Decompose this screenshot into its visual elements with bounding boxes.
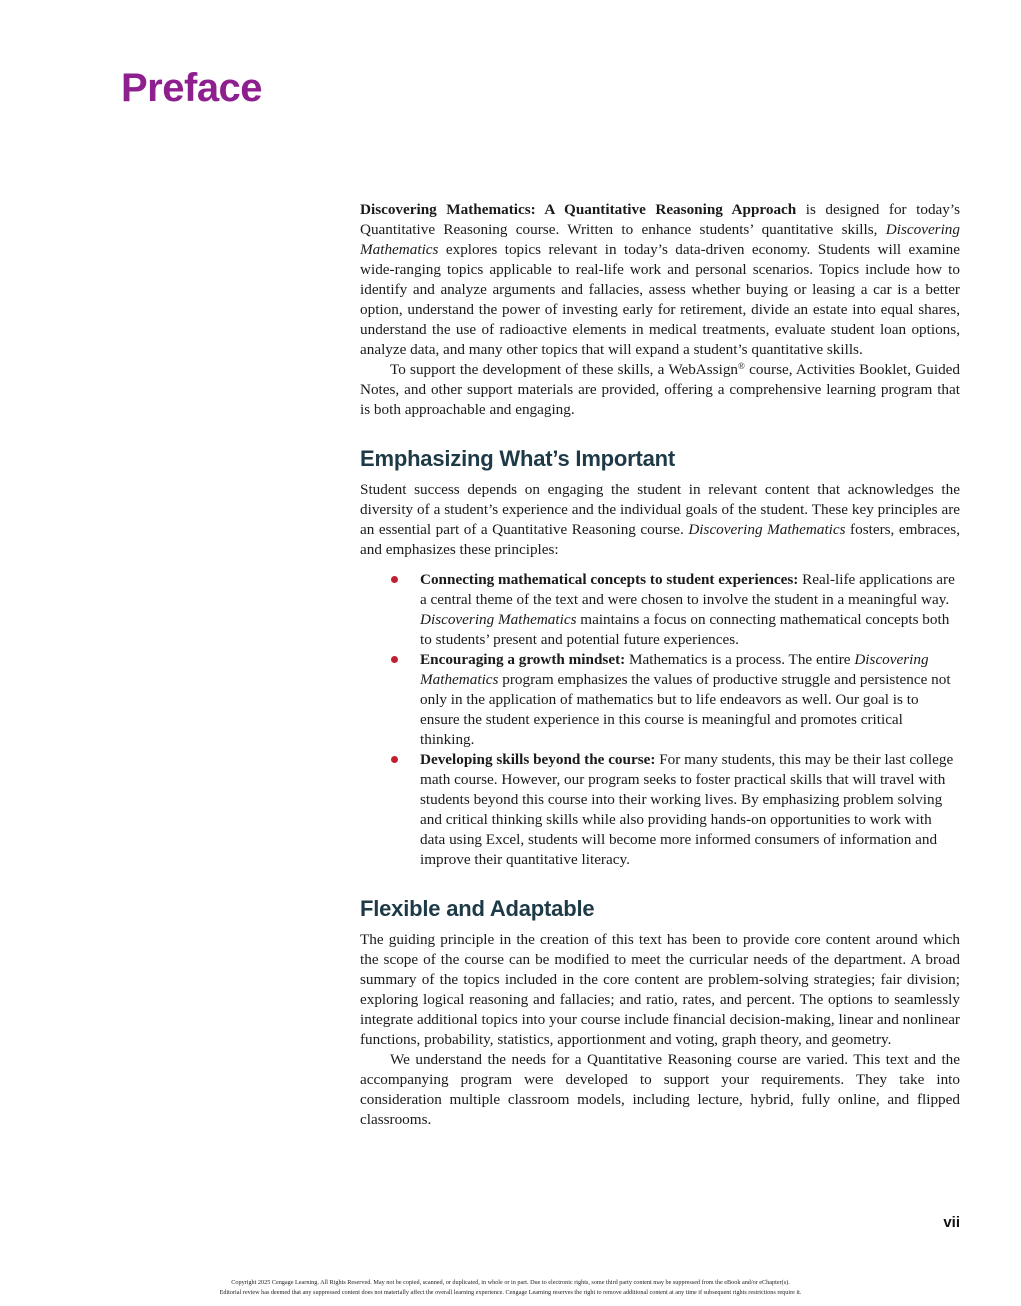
bullet-text-b: program emphasizes the values of productive struggle and persistence not only in the application of mathematics but to life endeavors as well. Our goal is to ensure the student experience in this course is meaningful and promotes critical thinking.	[420, 671, 951, 748]
bullet-lead: Encouraging a growth mindset:	[420, 651, 626, 668]
bullet-italic: Discovering Mathematics	[420, 611, 577, 628]
bullet-dot-icon	[391, 756, 398, 763]
section-heading-emphasizing: Emphasizing What’s Important	[360, 446, 676, 471]
bullet-italic: Discovering Mathematics	[420, 651, 929, 688]
registered-mark: ®	[738, 361, 745, 371]
section1-text-a: Student success depends on engaging the student in relevant content that acknowledges the diversity of a student’s experience and the individual goals of the student. These key principles are an essential part of a Quantitative Reasoning course.	[360, 481, 960, 538]
intro-p2-text-a: To support the development of these skills, a WebAssign	[390, 361, 739, 378]
bullet-text-b: maintains a focus on connecting mathematical concepts both to students’ present and potential future experiences.	[420, 611, 950, 648]
list-item	[360, 570, 960, 650]
section-heading-flexible: Flexible and Adaptable	[360, 896, 595, 921]
page-title: Preface	[121, 66, 263, 110]
book-title-bold: Discovering Mathematics: A Quantitative Reasoning Approach	[360, 201, 797, 218]
section1-text-b: fosters, embraces, and emphasizes these principles:	[360, 521, 960, 558]
bullet-dot-icon	[391, 656, 398, 663]
bullet-dot-icon	[391, 576, 398, 583]
intro-paragraph-2	[360, 360, 960, 420]
bullet-lead: Developing skills beyond the course:	[420, 751, 656, 768]
copyright-line-1: Copyright 2025 Cengage Learning. All Rights Reserved. May not be copied, scanned, or duplicated, in whole or in part. Due to electronic rights, some third party content may be suppressed from the eBook and/or eChapter(s).	[231, 1279, 790, 1286]
book-title-italic: Discovering Mathematics	[360, 221, 960, 258]
copyright-notice	[0, 1278, 1021, 1298]
intro-paragraph-1	[360, 200, 960, 360]
bullet-text-a: Mathematics is a process. The entire	[625, 651, 855, 668]
bullet-text-a: Real-life applications are a central theme of the text and were chosen to involve the student in a meaningful way.	[420, 571, 955, 608]
main-content	[360, 200, 960, 1130]
intro-text-a: is designed for today’s Quantitative Reasoning course. Written to enhance students’ quantitative skills,	[360, 201, 960, 238]
bullet-lead: Connecting mathematical concepts to student experiences:	[420, 571, 799, 588]
principles-list	[360, 570, 960, 870]
section1-paragraph	[360, 480, 960, 560]
section2-paragraph-1: The guiding principle in the creation of this text has been to provide core content around which the scope of the course can be modified to meet the curricular needs of the department. A broad summary of the topics included in the core content are problem-solving strategies; fair division; exploring logical reasoning and fallacies; and ratio, rates, and percent. The options to seamlessly integrate additional topics into your course include financial decision-making, linear and nonlinear functions, probability, statistics, apportionment and voting, graph theory, and geometry.	[360, 931, 960, 1048]
intro-text-b: explores topics relevant in today’s data-driven economy. Students will examine wide-ranging topics applicable to real-life work and personal scenarios. Topics include how to identify and analyze arguments and fallacies, assess whether buying or leasing a car is a better option, understand the power of investing early for retirement, divide an estate into equal shares, understand the use of radioactive elements in medical treatments, evaluate student loan options, analyze data, and many other topics that will expand a student’s quantitative skills.	[360, 241, 960, 358]
page-number: vii	[943, 1214, 960, 1231]
list-item	[360, 650, 960, 750]
intro-p2-text-b: course, Activities Booklet, Guided Notes, and other support materials are provided, offering a comprehensive learning program that is both approachable and engaging.	[360, 361, 961, 418]
section1-italic: Discovering Mathematics	[688, 521, 846, 538]
section2-paragraph-2: We understand the needs for a Quantitative Reasoning course are varied. This text and the accompanying program were developed to support your requirements. They take into consideration multiple classroom models, including lecture, hybrid, fully online, and flipped classrooms.	[360, 1051, 960, 1128]
copyright-line-2: Editorial review has deemed that any suppressed content does not materially affect the overall learning experience. Cengage Learning reserves the right to remove additional content at any time if subsequent rights restrictions require it.	[219, 1289, 802, 1296]
list-item	[360, 750, 960, 870]
bullet-text-a: For many students, this may be their last college math course. However, our program seeks to foster practical skills that will travel with students beyond this course into their working lives. By emphasizing problem solving and critical thinking skills while also providing hands-on opportunities to work with data using Excel, students will become more informed consumers of information and improve their quantitative literacy.	[420, 751, 954, 868]
